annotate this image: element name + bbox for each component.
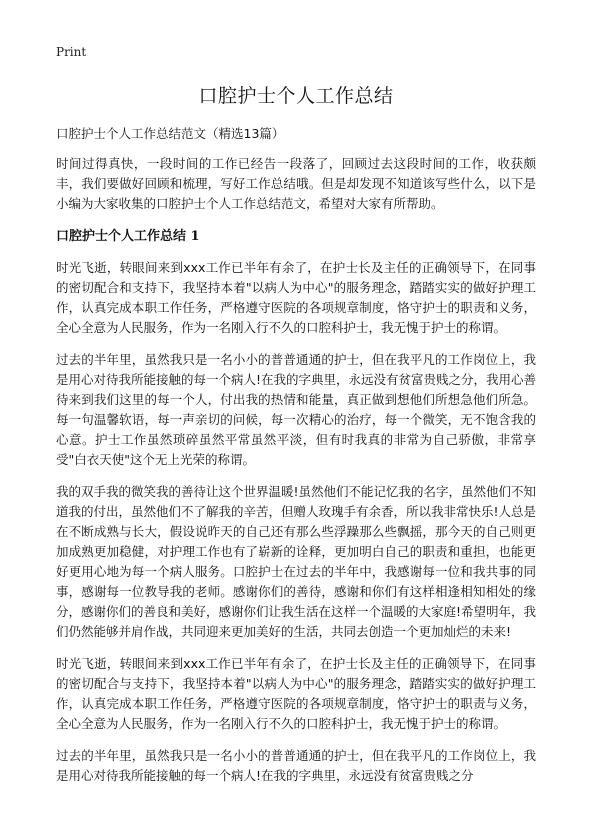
body-paragraph-3: 我的双手我的微笑我的善待让这个世界温暖!虽然他们不能记忆我的名字，虽然他们不知道我的付出，虽然他们不了解我的辛苦，但赠人玫瑰手有余香，所以我非常快乐!人总是在不断成熟与长大，假设说昨天的自己还有那么些浮躁那么些飘摇，那今天的自己则更加成熟更加稳健，对护理工作也有了崭新的诠释，更加明白自己的职责和重担，也能更好更用心地为每一个病人服务。口腔护士在过去的半年中，我感谢每一位和我共事的同事，感谢每一位教导我的老师。感谢你们的善待，感谢和你们有这样相逢相知相处的缘分，感谢你们的善良和美好，感谢你们让我生活在这样一个温暖的大家庭!希望明年，我们仍然能够并肩作战，共同迎来更加美好的生活，共同去创造一个更加灿烂的未来! [56,484,537,639]
page-title: 口腔护士个人工作总结 [198,85,394,107]
intro-paragraph: 时间过得真快，一段时间的工作已经告一段落了，回顾过去这段时间的工作，收获颇丰，我们要做好回顾和梳理，写好工作总结哦。但是却发现不知道该写些什么，以下是小编为大家收集的口腔护士个人工作总结范文，希望对大家有所帮助。 [56,156,536,211]
section-heading: 口腔护士个人工作总结 1 [56,229,200,244]
body-paragraph-1: 时光飞逝，转眼间来到xxx工作已半年有余了，在护士长及主任的正确领导下，在同事的密切配合和支持下，我坚持本着"以病人为中心"的服务理念，踏踏实实的做好护理工作，认真完成本职工作任务，严格遵守医院的各项规章制度，恪守护士的职责和义务，全心全意为人民服务，作为一名刚入行不久的口腔科护士，我无愧于护士的称谓。 [56,260,536,335]
body-paragraph-4: 时光飞逝，转眼间来到xxx工作已半年有余了，在护士长及主任的正确领导下，在同事的密切配合与支持下，我坚持本着"以病人为中心"的服务理念，踏踏实实的做好护理工作，认真完成本职工作任务，严格遵守医院的各项规章制度，恪守护士的职责与义务，全心全意为人民服务，作为一名刚入行不久的口腔科护士，我无愧于护士的称谓。 [56,656,536,731]
print-link[interactable]: Print [56,45,87,59]
body-paragraph-2: 过去的半年里，虽然我只是一名小小的普普通通的护士，但在我平凡的工作岗位上，我是用心对待我所能接触的每一个病人!在我的字典里，永远没有贫富贵贱之分，我用心善待来到我们这里的每一个人，付出我的热情和能量，真正做到想他们所想急他们所急。每一句温馨软语，每一声亲切的问候，每一次精心的治疗，每一个微笑，无不饱含我的心意。护士工作虽然琐碎虽然平常虽然平淡，但有时我真的非常为自己骄傲，非常享受"白衣天使"这个无上光荣的称谓。 [56,352,537,467]
body-paragraph-5: 过去的半年里，虽然我只是一名小小的普普通通的护士，但在我平凡的工作岗位上，我是用心对待我所能接触的每一个病人!在我的字典里，永远没有贫富贵贱之分 [56,748,536,783]
document-subtitle: 口腔护士个人工作总结范文（精选13篇） [56,126,285,141]
